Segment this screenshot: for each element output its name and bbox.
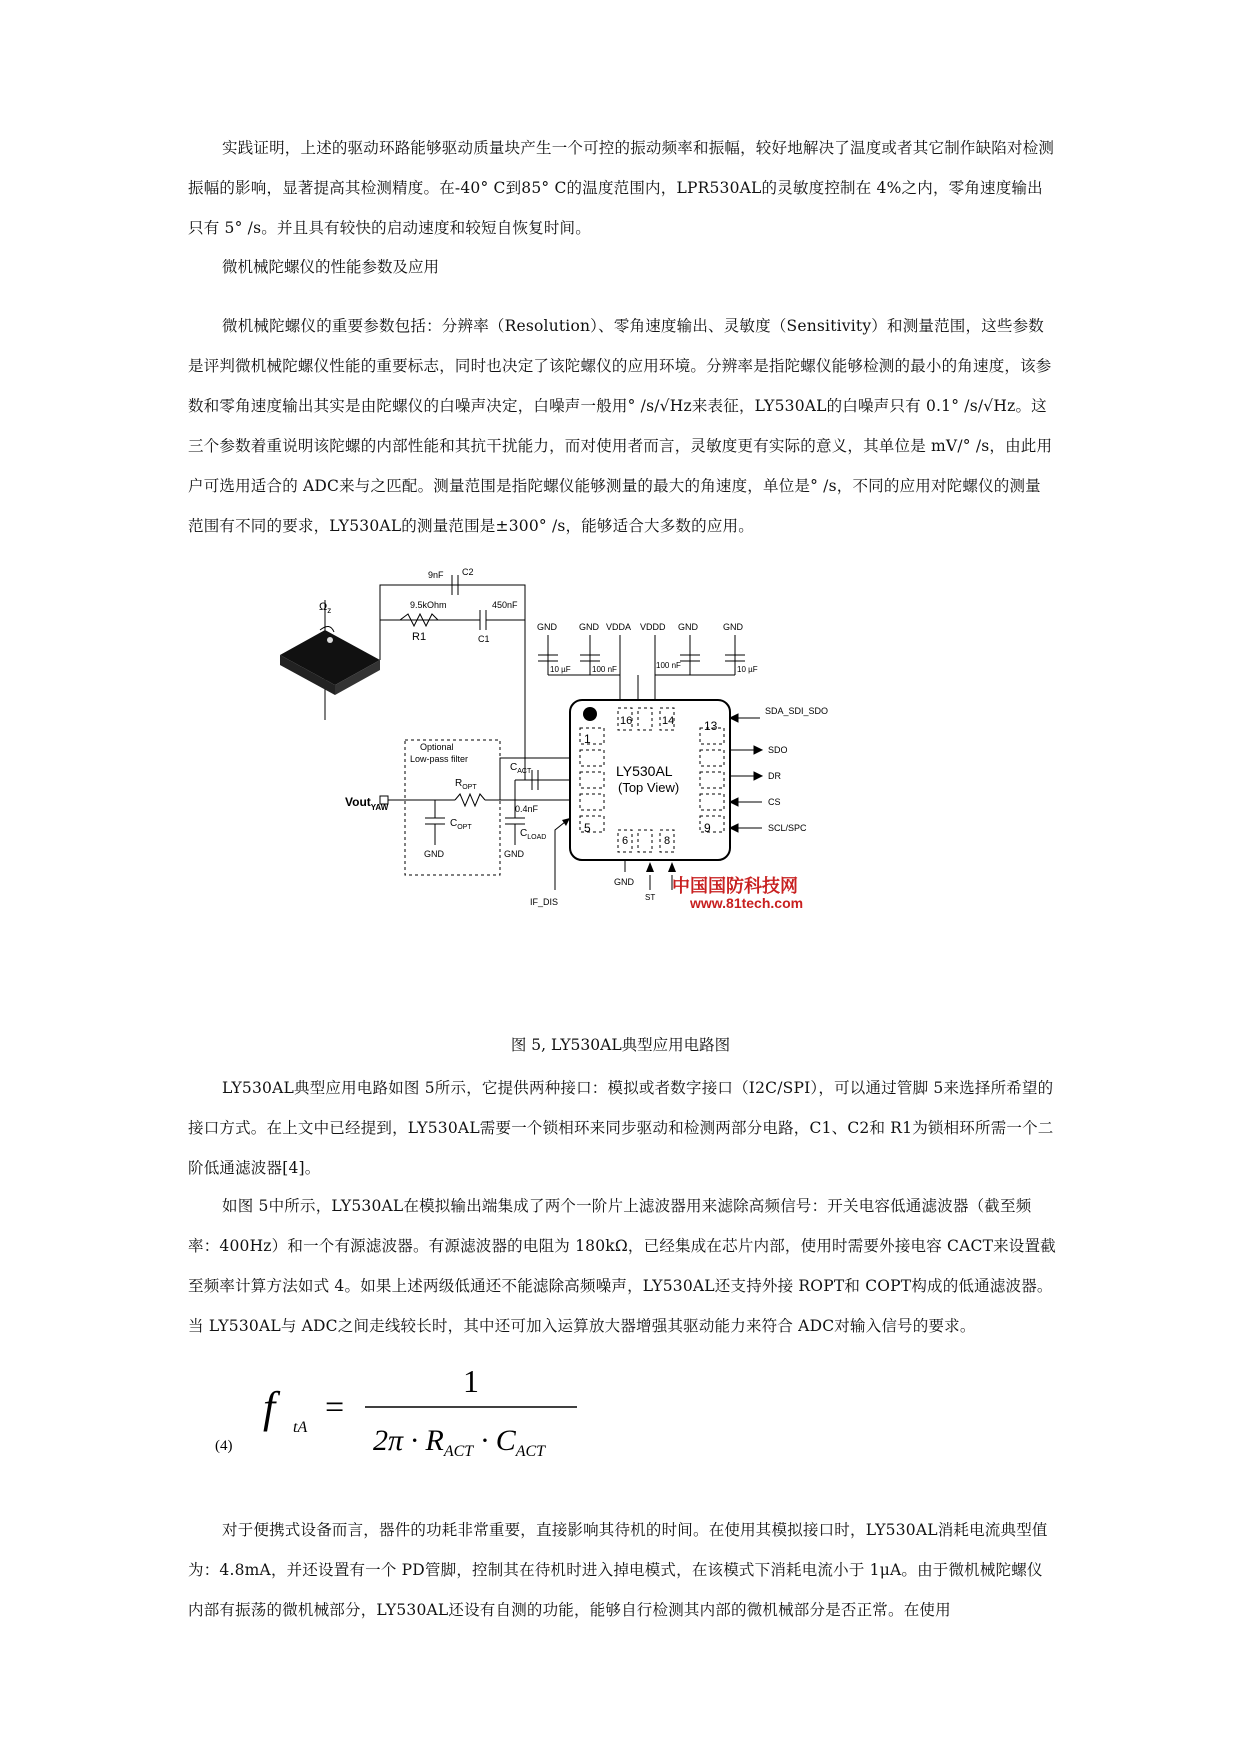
digital-pin-labels [765, 706, 828, 833]
svg-text:=: = [325, 1389, 345, 1426]
svg-text:GND: GND [614, 877, 634, 887]
svg-text:(Top View): (Top View) [618, 780, 680, 795]
svg-text:10 µF: 10 µF [550, 665, 571, 674]
svg-text:16: 16 [620, 715, 633, 727]
svg-text:VDDA: VDDA [606, 622, 632, 632]
svg-text:CLOAD: $C_{LOAD}$ [520, 828, 547, 841]
omega-label: $\Omega_z$ [319, 601, 332, 615]
section-heading: 微机械陀螺仪的性能参数及应用 [222, 258, 440, 276]
svg-text:450nF: 450nF [492, 600, 518, 610]
svg-text:Low-pass filter: Low-pass filter [410, 754, 469, 764]
svg-text:14: 14 [662, 715, 675, 727]
paragraph-power: 对于便携式设备而言，器件的功耗非常重要，直接影响其待机的时间。在使用其模拟接口时，LY530AL消耗电流典型值为：4.8mA，并还设置有一个 PD管脚，控制其在待机时进入掉电模式，在该模式下消耗电流小于 1μA。由于微机械陀螺仪内部有振荡的微机械部分，LY530AL还设有自测的功能，能够自行检测其内部的微机械部分是否正常。在使用 [188, 1521, 1048, 1619]
svg-text:SCL/SPC: SCL/SPC [768, 823, 807, 833]
svg-text:10 µF: 10 µF [737, 665, 758, 674]
svg-text:2π · RACT · CACT: $2\pi \cdot R_{ACT} \cdot C_{ACT}$ [373, 1424, 546, 1460]
svg-text:中国国防科技网: 中国国防科技网 [672, 876, 798, 896]
svg-text:1: 1 [584, 732, 591, 746]
paragraph-parameters: 微机械陀螺仪的重要参数包括：分辨率（Resolution）、零角速度输出、灵敏度（Sensitivity）和测量范围，这些参数是评判微机械陀螺仪性能的重要标志，同时也决定了该陀螺仪的应用环境。分辨率是指陀螺仪能够检测的最小的角速度，该参数和零角速度输出其实是由陀螺仪的白噪声决定，白噪声一般用° /s/√Hz来表征，LY530AL的白噪声只有 0.1° /s/√Hz。这三个参数着重说明该陀螺的内部性能和其抗干扰能力，而对使用者而言，灵敏度更有实际的意义，其单位是 mV/° /s，由此用户可选用适合的 ADC来与之匹配。测量范围是指陀螺仪能够测量的最大的角速度，单位是° /s，不同的应用对陀螺仪的测量范围有不同的要求，LY530AL的测量范围是±300° /s，能够适合大多数的应用。 [188, 317, 1053, 535]
svg-text:(4): (4) [215, 1438, 233, 1454]
svg-text:6: 6 [622, 835, 629, 847]
feedback-labels [410, 567, 518, 644]
ly530al-chip [570, 700, 730, 860]
svg-text:13: 13 [704, 719, 718, 733]
svg-text:SDO: SDO [768, 745, 788, 755]
svg-text:GND: GND [504, 849, 524, 859]
formula-cutoff-frequency [215, 1352, 595, 1467]
svg-text:9.5kOhm: 9.5kOhm [410, 600, 447, 610]
supply-labels [537, 622, 758, 674]
figure-caption: 图 5, LY530AL典型应用电路图 [510, 1036, 731, 1054]
svg-text:1: 1 [463, 1363, 479, 1399]
circuit-diagram [300, 567, 950, 1030]
svg-text:0.4nF: 0.4nF [515, 804, 539, 814]
svg-text:GND: GND [424, 849, 444, 859]
svg-text:GND: GND [579, 622, 599, 632]
gyro-package-icon [280, 600, 380, 720]
svg-text:ROPT: $R_{OPT}$ [455, 778, 477, 791]
svg-text:C2: C2 [462, 567, 474, 577]
svg-text:CS: CS [768, 797, 781, 807]
watermark [672, 875, 803, 911]
svg-text:R1: R1 [412, 631, 427, 643]
svg-text:9nF: 9nF [428, 570, 444, 580]
svg-text:IF_DIS: IF_DIS [530, 897, 559, 907]
svg-text:8: 8 [664, 835, 671, 847]
svg-text:CACT: $C_{ACT}$ [510, 762, 532, 775]
svg-text:5: 5 [584, 821, 591, 835]
svg-text:DR: DR [768, 771, 781, 781]
svg-text:f: f [263, 1383, 276, 1432]
svg-text:9: 9 [704, 821, 711, 835]
paragraph-application-circuit: LY530AL典型应用电路如图 5所示，它提供两种接口：模拟或者数字接口（I2C/SPI），可以通过管脚 5来选择所希望的接口方式。在上文中已经提到，LY530AL需要一个锁相环来同步驱动和检测两部分电路，C1、C2和 R1为锁相环所需一个二阶低通滤波器[4]。 [188, 1079, 1054, 1177]
svg-text:VDDD: VDDD [640, 622, 666, 632]
svg-text:100 nF: 100 nF [656, 661, 681, 670]
svg-text:VoutYAW: Vout$_{YAW}$ [345, 795, 389, 812]
svg-text:GND: GND [678, 622, 698, 632]
svg-text:GND: GND [537, 622, 557, 632]
svg-text:COPT: $C_{OPT}$ [450, 818, 472, 831]
svg-text:www.81tech.com: www.81tech.com [690, 895, 804, 911]
paragraph-drive-loop: 实践证明，上述的驱动环路能够驱动质量块产生一个可控的振动频率和振幅，较好地解决了温度或者其它制作缺陷对检测振幅的影响，显著提高其检测精度。在-40° C到85° C的温度范围内，LPR530AL的灵敏度控制在 4%之内，零角速度输出只有 5° /s。并且具有较快的启动速度和较短自恢复时间。 [188, 139, 1055, 237]
paragraph-filters: 如图 5中所示，LY530AL在模拟输出端集成了两个一阶片上滤波器用来滤除高频信号：开关电容低通滤波器（截至频率：400Hz）和一个有源滤波器。有源滤波器的电阻为 180kΩ，已经集成在芯片内部，使用时需要外接电容 CACT来设置截至频率计算方法如式 4。如果上述两级低通还不能滤除高频噪声，LY530AL还支持外接 ROPT和 COPT构成的低通滤波器。当 LY530AL与 ADC之间走线较长时，其中还可加入运算放大器增强其驱动能力来符合 ADC对输入信号的要求。 [188, 1197, 1056, 1335]
svg-text:tA: tA [293, 1419, 308, 1436]
svg-text:100 nF: 100 nF [592, 665, 617, 674]
svg-text:LY530AL: LY530AL [616, 763, 673, 779]
svg-text:GND: GND [723, 622, 743, 632]
svg-text:SDA_SDI_SDO: SDA_SDI_SDO [765, 706, 829, 716]
svg-text:Optional: Optional [420, 742, 454, 752]
svg-text:ST: ST [645, 893, 656, 902]
svg-text:C1: C1 [478, 634, 490, 644]
